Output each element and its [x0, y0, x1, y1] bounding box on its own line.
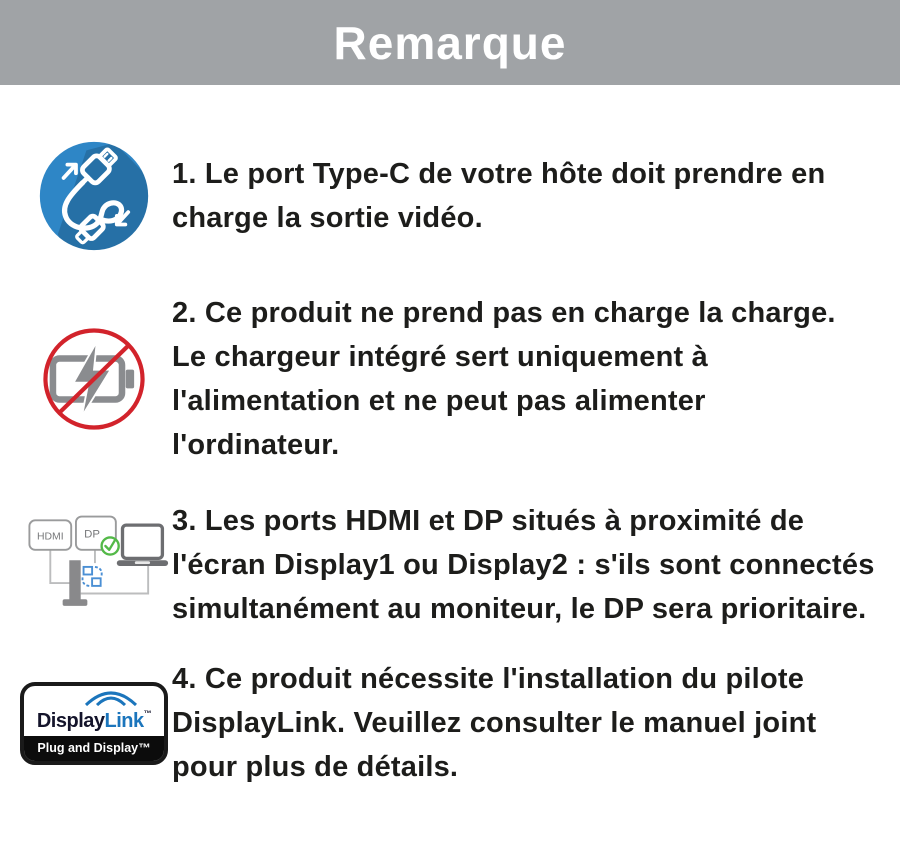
displaylink-logo-top — [24, 686, 164, 736]
hdmi-dp-priority-icon — [18, 508, 170, 622]
no-charging-icon — [38, 323, 150, 435]
note-text: 4. Ce produit nécessite l'installation du pilote DisplayLink. Veuillez consulter le manuel joint pour plus de détails. — [172, 663, 817, 783]
note-item-3 — [16, 499, 880, 631]
note-item-2 — [16, 291, 880, 467]
displaylink-wordmark: DisplayLink™ — [36, 708, 152, 732]
header-banner — [0, 0, 900, 85]
note-1-icon-cell — [16, 139, 172, 253]
green-check-icon — [102, 537, 119, 554]
note-4-icon-cell — [16, 682, 172, 765]
displaylink-arcs-icon — [84, 688, 140, 706]
swap-icon — [82, 567, 101, 586]
note-3-icon-cell — [16, 508, 172, 622]
hdmi-port-label: HDMI — [36, 531, 64, 543]
displaylink-tagline: Plug and Display™ — [24, 736, 164, 761]
note-2-icon-cell — [16, 323, 172, 435]
note-text: 3. Les ports HDMI et DP situés à proximité de l'écran Display1 ou Display2 : s'ils sont connectés simultanément au moniteur, le DP sera prioritaire. — [172, 505, 875, 625]
laptop-icon — [117, 525, 168, 566]
notes-list — [0, 85, 900, 789]
note-item-4 — [16, 657, 880, 789]
note-text: 2. Ce produit ne prend pas en charge la charge. Le chargeur intégré sert uniquement à l'alimentation et ne peut pas alimenter l'ordinateur. — [172, 297, 836, 461]
note-item-1 — [16, 139, 880, 253]
note-text: 1. Le port Type-C de votre hôte doit prendre en charge la sortie vidéo. — [172, 158, 826, 234]
displaylink-logo — [20, 682, 168, 765]
dp-port-label: DP — [84, 528, 101, 541]
usb-cable-icon — [37, 139, 151, 253]
page-title: Remarque — [333, 16, 567, 69]
